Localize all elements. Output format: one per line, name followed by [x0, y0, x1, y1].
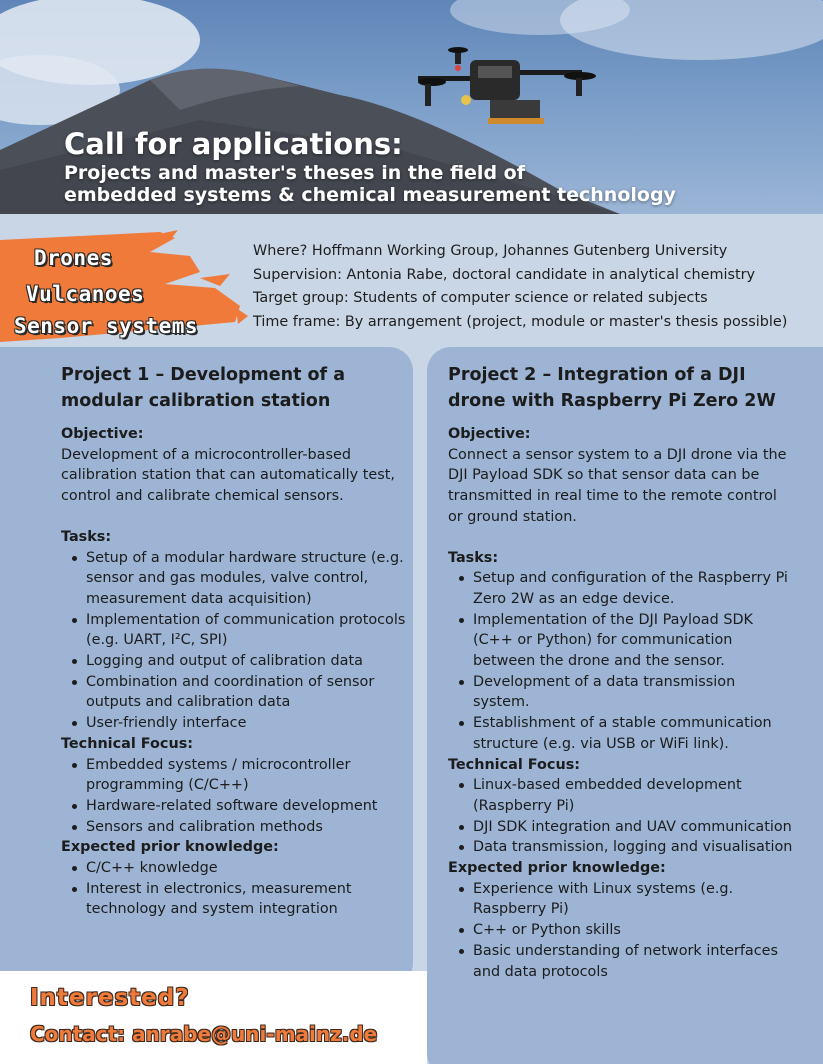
project-1-title: Project 1 – Development of a modular calibration station [61, 365, 346, 411]
list-item: Setup and configuration of the Raspberry Pi Zero 2W as an edge device. [456, 568, 793, 609]
project-1-objective-label: Objective: [61, 426, 144, 442]
project-1-focus [69, 755, 406, 838]
list-item: Establishment of a stable communication structure (e.g. via USB or WiFi link). [456, 713, 793, 754]
project-1-tasks-label: Tasks: [61, 528, 112, 545]
list-item: Experience with Linux systems (e.g. Raspberry Pi) [456, 879, 793, 920]
list-item: C/C++ knowledge [69, 858, 406, 879]
project-2-objective-label: Objective: [448, 426, 531, 442]
info-timeframe: Time frame: By arrangement (project, module or master's thesis possible) [253, 313, 788, 330]
info-target: Target group: Students of computer science or related subjects [253, 290, 708, 306]
interested-heading: Interested? [30, 985, 190, 1011]
tag-drones: Drones [34, 246, 113, 270]
list-item: C++ or Python skills [456, 920, 793, 941]
subtitle-line-1: Projects and master's theses in the field of [64, 162, 525, 184]
project-2-knowledge [456, 879, 793, 983]
project-1-knowledge [69, 858, 406, 920]
list-item: Sensors and calibration methods [69, 817, 406, 838]
project-1-tasks [69, 548, 406, 734]
project-1-focus-label: Technical Focus: [61, 735, 194, 752]
list-item: Combination and coordination of sensor outputs and calibration data [69, 672, 406, 713]
list-item: Linux-based embedded development (Raspberry Pi) [456, 775, 793, 816]
page-title: Call for applications: [64, 127, 403, 161]
project-2-content [448, 362, 793, 982]
list-item: Data transmission, logging and visualisation [456, 837, 793, 858]
project-info [253, 240, 787, 334]
list-item: Implementation of the DJI Payload SDK (C++ or Python) for communication between the drone and the sensor. [456, 610, 793, 672]
list-item: User-friendly interface [69, 713, 406, 734]
page-subtitle [64, 162, 676, 206]
list-item: Logging and output of calibration data [69, 651, 406, 672]
list-item: Basic understanding of network interfaces and data protocols [456, 941, 793, 982]
list-item: DJI SDK integration and UAV communication [456, 817, 793, 838]
contact-email-link[interactable]: Contact: anrabe@uni-mainz.de [30, 1022, 378, 1046]
project-1-objective: Development of a microcontroller-based calibration station that can automatically test, control and calibrate chemical sensors. [61, 446, 395, 505]
project-2-title: Project 2 – Integration of a DJI drone with Raspberry Pi Zero 2W [448, 365, 776, 411]
list-item: Setup of a modular hardware structure (e.g. sensor and gas modules, valve control, measurement data acquisition) [69, 548, 406, 610]
project-2-focus-label: Technical Focus: [448, 756, 581, 773]
topic-tags [0, 226, 250, 342]
project-1-content [61, 362, 406, 920]
project-1-knowledge-label: Expected prior knowledge: [61, 839, 279, 856]
project-2-objective: Connect a sensor system to a DJI drone via the DJI Payload SDK so that sensor data can be transmitted in real time to the remote control or ground station. [448, 446, 787, 525]
list-item: Development of a data transmission system. [456, 672, 793, 713]
info-supervision: Supervision: Antonia Rabe, doctoral candidate in analytical chemistry [253, 266, 756, 283]
project-2-tasks [456, 568, 793, 754]
list-item: Hardware-related software development [69, 796, 406, 817]
list-item: Interest in electronics, measurement technology and system integration [69, 879, 406, 920]
drone-icon [418, 47, 596, 124]
info-where: Where? Hoffmann Working Group, Johannes Gutenberg University [253, 243, 728, 259]
header-photo [0, 0, 823, 214]
tag-sensor-systems: Sensor systems [14, 314, 199, 338]
project-2-knowledge-label: Expected prior knowledge: [448, 860, 666, 877]
tag-vulcanoes: Vulcanoes [26, 282, 145, 306]
project-2-tasks-label: Tasks: [448, 549, 499, 566]
project-2-focus [456, 775, 793, 858]
subtitle-line-2: embedded systems & chemical measurement technology [64, 184, 676, 206]
list-item: Embedded systems / microcontroller programming (C/C++) [69, 755, 406, 796]
list-item: Implementation of communication protocols (e.g. UART, I²C, SPI) [69, 610, 406, 651]
